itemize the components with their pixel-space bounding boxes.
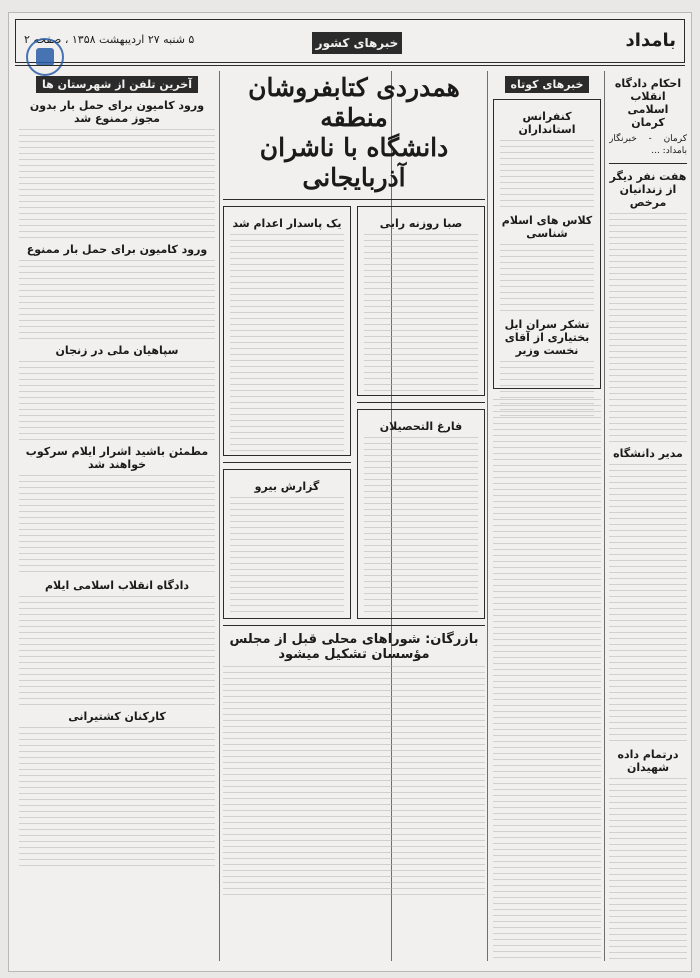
center-box-4-title: گزارش بیرو: [254, 480, 320, 493]
mid-right-body: [493, 399, 601, 959]
left-headline-4: مطمئن باشید اشرار ایلام سرکوب خواهند شد: [25, 445, 209, 471]
right-column-body-2: [609, 464, 687, 744]
short-news-body-1: [500, 140, 594, 210]
right-column-subtitle-2: مدیر دانشگاه: [613, 447, 683, 460]
center-box-4-text: [230, 497, 344, 617]
main-headline-line-1: همدردی کتابفروشان منطقه: [248, 73, 460, 132]
short-news-item-3: تشکر سران ایل بختیاری از آقای نخست وزیر: [504, 318, 590, 357]
column-rule-3: [487, 71, 488, 961]
section-tab: خبرهای کشور: [312, 32, 402, 54]
mid-right-column: [493, 73, 601, 961]
city-telephone-tag: آخرین تلفن از شهرستان ها: [36, 76, 198, 93]
short-news-box: [493, 99, 601, 389]
center-divider-1: [357, 402, 485, 403]
center-box-2-title: فارغ التحصیلان: [379, 420, 463, 433]
city-telephone-tag-wrap: [19, 73, 215, 93]
short-news-body-2: [500, 244, 594, 314]
archive-watermark-icon: [26, 38, 64, 76]
center-box-1: [357, 206, 485, 396]
column-rule-1: [219, 71, 220, 961]
right-column-body-3: [609, 778, 687, 961]
center-box-2-text: [364, 437, 478, 617]
center-box-1-text: [364, 234, 478, 394]
center-subcolumn-1: [357, 206, 485, 619]
left-body-1: [19, 129, 215, 239]
left-body-4: [19, 475, 215, 575]
left-body-6: [19, 727, 215, 867]
top-rule: [15, 65, 685, 66]
center-divider-3: [223, 625, 485, 626]
right-column: [609, 73, 687, 961]
right-column-divider: [609, 163, 687, 164]
center-divider-2: [223, 462, 351, 463]
center-box-1-title: صبا روزنه رابی: [379, 217, 463, 230]
center-side-story: بازرگان: شوراهای محلی قبل از مجلس مؤسسان تشکیل میشود: [229, 632, 479, 662]
main-headline-line-2: دانشگاه با ناشران آذربایجانی: [259, 133, 449, 192]
masthead-bar: [15, 19, 685, 63]
headline-divider: [223, 199, 485, 200]
center-box-3-title: یک پاسدار اعدام شد: [232, 217, 342, 230]
right-column-subtitle-3: درتمام داده شهیدان: [617, 748, 679, 774]
right-column-subtitle-1: هفت نفر دیگر از زندانیان مرخص: [609, 170, 687, 209]
center-subcolumn-2: [223, 206, 351, 619]
right-column-body-1: [609, 213, 687, 443]
short-news-tag: خبرهای کوتاه: [505, 76, 590, 93]
center-bottom-body: [223, 666, 485, 896]
left-headline-2: ورود کامیون برای حمل بار ممنوع: [26, 243, 208, 256]
short-news-tag-wrap: [493, 73, 601, 93]
left-body-3: [19, 361, 215, 441]
center-box-3-text: [230, 234, 344, 454]
center-box-2: [357, 409, 485, 619]
newspaper-brand: بامداد: [625, 30, 676, 51]
center-subcolumns: [223, 206, 485, 619]
left-headline-3: سپاهیان ملی در زنجان: [55, 344, 179, 357]
dateline: ۵ شنبه ۲۷ اردیبهشت ۱۳۵۸ ، صفحه ۲: [24, 33, 195, 46]
center-column: [223, 73, 485, 961]
right-column-title: احکام دادگاه انقلاب اسلامی کرمان: [614, 77, 682, 129]
left-body-2: [19, 260, 215, 340]
left-headline-1: ورود کامیون برای حمل بار بدون مجوز ممنوع شد: [29, 99, 205, 125]
left-headline-6: کارکنان کشتیرانی: [68, 710, 166, 723]
center-box-4: [223, 469, 351, 619]
right-column-lead: کرمان - خبرنگار بامداد: ...: [609, 134, 687, 156]
left-body-5: [19, 596, 215, 706]
column-rule-4: [604, 71, 605, 961]
newspaper-page: [8, 12, 692, 972]
left-column: [19, 73, 215, 961]
short-news-item-1: کنفرانس استانداران: [518, 110, 576, 136]
short-news-item-2: کلاس های اسلام شناسی: [501, 214, 593, 240]
left-headline-5: دادگاه انقلاب اسلامی ایلام: [45, 579, 189, 592]
center-box-3: [223, 206, 351, 456]
